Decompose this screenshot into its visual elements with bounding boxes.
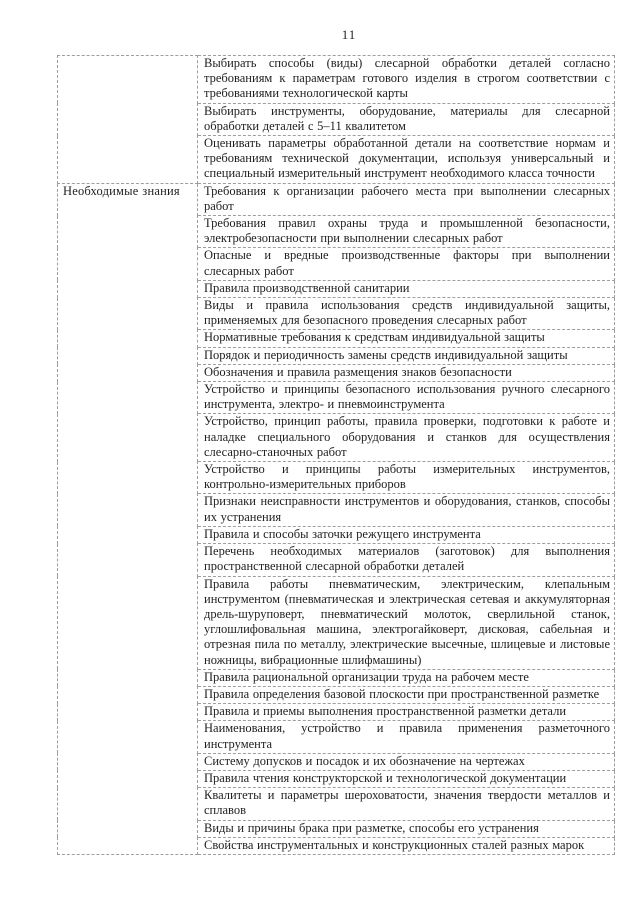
requirement-text: Признаки неисправности инструментов и оборудования, станков, способы их устранения (198, 494, 615, 526)
requirement-text: Правила работы пневматическим, электрическим, клепальным инструментом (пневматическая и электрическая сетевая и аккумуляторная дрель-шуруповерт, пневматический молоток, сверлильной станок, углошлифовальная машина, электрогайковерт, дисковая, сабельная и отрезная пила по металлу, электрические высечные, шлицевые и листовые ножницы, вибрационные шлифмашины) (198, 576, 615, 669)
requirement-text: Нормативные требования к средствам индивидуальной защиты (198, 330, 615, 347)
page-number: 11 (341, 27, 357, 42)
table-row (58, 56, 615, 104)
requirement-text: Опасные и вредные производственные факторы при выполнении слесарных работ (198, 248, 615, 280)
requirement-text: Устройство и принципы безопасного использования ручного слесарного инструмента, электро- и пневмоинструмента (198, 382, 615, 414)
requirement-text: Правила и приемы выполнения пространственной разметки детали (198, 704, 615, 721)
requirement-text: Устройство, принцип работы, правила проверки, подготовки к работе и наладке специального оборудования и станков для осуществления слесарно-станочных работ (198, 414, 615, 462)
requirement-text: Выбирать способы (виды) слесарной обработки деталей согласно требованиям к параметрам готового изделия в строгом соответствии с требованиями технологической карты (198, 56, 615, 104)
section-label-cell-empty (58, 56, 198, 184)
requirement-text: Виды и правила использования средств индивидуальной защиты, применяемых для безопасного проведения слесарных работ (198, 298, 615, 330)
requirement-text: Свойства инструментальных и конструкционных сталей разных марок (198, 837, 615, 854)
requirement-text: Устройство и принципы работы измерительных инструментов, контрольно-измерительных приборов (198, 462, 615, 494)
requirement-text: Правила рациональной организации труда на рабочем месте (198, 669, 615, 686)
requirement-text: Обозначения и правила размещения знаков безопасности (198, 364, 615, 381)
requirement-text: Квалитеты и параметры шероховатости, значения твердости металлов и сплавов (198, 788, 615, 820)
requirement-text: Требования к организации рабочего места при выполнении слесарных работ (198, 183, 615, 215)
requirement-text: Виды и причины брака при разметке, способы его устранения (198, 820, 615, 837)
requirement-text: Правила и способы заточки режущего инструмента (198, 526, 615, 543)
requirement-text: Правила производственной санитарии (198, 280, 615, 297)
requirement-text: Правила чтения конструкторской и технологической документации (198, 770, 615, 787)
table-row (58, 183, 615, 215)
requirement-text: Порядок и периодичность замены средств индивидуальной защиты (198, 347, 615, 364)
requirement-text: Требования правил охраны труда и промышленной безопасности, электробезопасности при выполнении слесарных работ (198, 216, 615, 248)
requirements-table (57, 55, 615, 855)
requirements-table-body (58, 56, 615, 855)
requirement-text: Правила определения базовой плоскости при пространственной разметке (198, 686, 615, 703)
requirement-text: Наименования, устройство и правила применения разметочного инструмента (198, 721, 615, 753)
requirement-text: Выбирать инструменты, оборудование, материалы для слесарной обработки деталей с 5–11 квалитетом (198, 103, 615, 135)
requirement-text: Систему допусков и посадок и их обозначение на чертежах (198, 753, 615, 770)
requirement-text: Оценивать параметры обработанной детали на соответствие нормам и требованиям технической документации, используя универсальный и специальный измерительный инструмент необходимого класса точности (198, 136, 615, 184)
requirement-text: Перечень необходимых материалов (заготовок) для выполнения пространственной слесарной обработки деталей (198, 544, 615, 576)
section-label-cell: Необходимые знания (58, 183, 198, 854)
